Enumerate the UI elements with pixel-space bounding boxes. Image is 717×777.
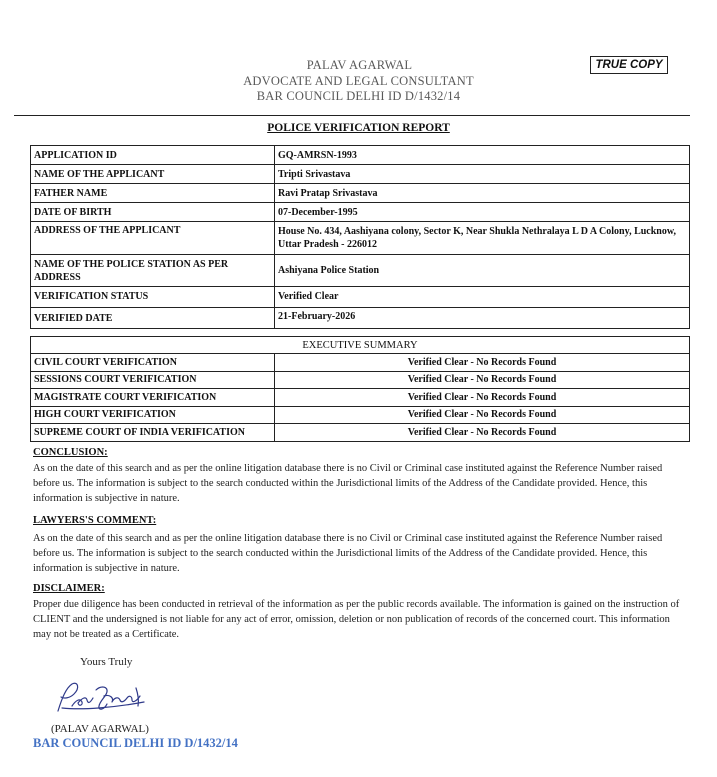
- table-row: [31, 389, 690, 407]
- table-row: [31, 371, 690, 389]
- signatory-bar-id: BAR COUNCIL DELHI ID D/1432/14: [33, 736, 238, 750]
- detail-label: VERIFIED DATE: [31, 308, 275, 329]
- table-row: [31, 146, 690, 165]
- detail-value: Ashiyana Police Station: [275, 255, 690, 287]
- lawyers-comment-text: As on the date of this search and as per the online litigation database there is no Civil or Criminal case instituted against the Reference Number raised before us. The information is subject to the search conducted within the Jurisdictional limits of the Address of the Candidate provided. Hence, this information is subjective in nature.: [33, 533, 663, 574]
- table-header-row: [31, 337, 690, 354]
- advocate-bar-id: BAR COUNCIL DELHI ID D/1432/14: [256, 89, 461, 103]
- summary-label: MAGISTRATE COURT VERIFICATION: [31, 389, 275, 407]
- summary-value: Verified Clear - No Records Found: [275, 354, 690, 372]
- lawyers-comment-heading: LAWYERS'S COMMENT:: [33, 515, 157, 526]
- detail-value: GQ-AMRSN-1993: [275, 146, 690, 165]
- executive-summary-heading: EXECUTIVE SUMMARY: [31, 337, 690, 354]
- detail-label: NAME OF THE APPLICANT: [31, 165, 275, 184]
- table-row: [31, 287, 690, 308]
- disclaimer-text: Proper due diligence has been conducted in retrieval of the information as per the public records available. The information is gained on the instruction of CLIENT and the undersigned is not liable for any act of error, omission, deletion or non publication of records of the concerned court. This information may not be treated as a Certificate.: [33, 599, 680, 640]
- table-row: [31, 424, 690, 442]
- table-row: [31, 308, 690, 329]
- table-row: [31, 255, 690, 287]
- table-row: [31, 203, 690, 222]
- report-title: POLICE VERIFICATION REPORT: [267, 122, 450, 134]
- summary-value: Verified Clear - No Records Found: [275, 389, 690, 407]
- details-table: [30, 145, 690, 329]
- signatory-name: (PALAV AGARWAL): [51, 723, 149, 735]
- detail-value: 07-December-1995: [275, 203, 690, 222]
- detail-value: House No. 434, Aashiyana colony, Sector K, Near Shukla Nethralaya L D A Colony, Lucknow, Uttar Pradesh - 226012: [275, 222, 690, 255]
- detail-label: NAME OF THE POLICE STATION AS PER ADDRESS: [31, 255, 275, 287]
- summary-value: Verified Clear - No Records Found: [275, 424, 690, 442]
- table-row: [31, 406, 690, 424]
- detail-label: DATE OF BIRTH: [31, 203, 275, 222]
- detail-value: 21-February-2026: [275, 308, 690, 329]
- summary-value: Verified Clear - No Records Found: [275, 406, 690, 424]
- table-row: [31, 184, 690, 203]
- detail-label: APPLICATION ID: [31, 146, 275, 165]
- closing-text: Yours Truly: [80, 656, 133, 668]
- detail-value: Verified Clear: [275, 287, 690, 308]
- header-divider: [14, 115, 690, 116]
- summary-label: SESSIONS COURT VERIFICATION: [31, 371, 275, 389]
- executive-summary-table: [30, 336, 690, 442]
- table-row: [31, 354, 690, 372]
- conclusion-heading: CONCLUSION:: [33, 447, 108, 458]
- detail-label: FATHER NAME: [31, 184, 275, 203]
- conclusion-text: As on the date of this search and as per the online litigation database there is no Civil or Criminal case instituted against the Reference Number raised before us. The information is subject to the search conducted within the Jurisdictional limits of the Address of the Candidate provided. Hence, this information is subjective in nature.: [33, 463, 663, 504]
- summary-label: CIVIL COURT VERIFICATION: [31, 354, 275, 372]
- table-row: [31, 165, 690, 184]
- advocate-name: PALAV AGARWAL: [306, 58, 413, 72]
- summary-label: SUPREME COURT OF INDIA VERIFICATION: [31, 424, 275, 442]
- true-copy-stamp: TRUE COPY: [590, 56, 668, 74]
- summary-value: Verified Clear - No Records Found: [275, 371, 690, 389]
- summary-label: HIGH COURT VERIFICATION: [31, 406, 275, 424]
- handwritten-signature-icon: [52, 676, 152, 723]
- table-row: [31, 222, 690, 255]
- detail-value: Tripti Srivastava: [275, 165, 690, 184]
- detail-value: Ravi Pratap Srivastava: [275, 184, 690, 203]
- detail-label: ADDRESS OF THE APPLICANT: [31, 222, 275, 255]
- advocate-title: ADVOCATE AND LEGAL CONSULTANT: [243, 73, 474, 88]
- detail-label: VERIFICATION STATUS: [31, 287, 275, 308]
- disclaimer-heading: DISCLAIMER:: [33, 583, 105, 594]
